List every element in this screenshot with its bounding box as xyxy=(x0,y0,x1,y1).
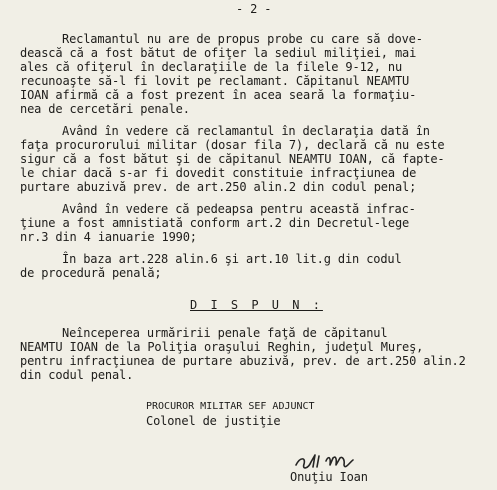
paragraph1-line: ales că ofiţerul în declaraţiile de la filele 9-12, nu xyxy=(20,60,403,74)
paragraph1-line: dească că a fost bătut de ofiţer la sediul miliţiei, mai xyxy=(20,46,417,60)
paragraph4-line: În baza art.228 alin.6 şi art.10 lit.g din codul xyxy=(62,252,402,266)
paragraph4-line: de procedură penală; xyxy=(20,266,162,280)
paragraph2-line: purtare abuzivă prev. de art.250 alin.2 din codul penal; xyxy=(20,180,417,194)
signatory-name: Onuţiu Ioan xyxy=(290,470,368,484)
paragraph5-line: pentru infracţiunea de purtare abuzivă, prev. de art.250 alin.2 xyxy=(20,354,466,368)
paragraph1-line: Reclamantul nu are de propus probe cu care să dove- xyxy=(62,32,423,46)
paragraph3-line: Având în vedere că pedeapsa pentru această infrac- xyxy=(62,202,416,216)
paragraph5-line: Neînceperea urmăririi penale faţă de căpitanul xyxy=(62,326,388,340)
page-number: - 2 - xyxy=(236,2,272,16)
paragraph3-line: ţiune a fost amnistiată conform art.2 din Decretul-lege xyxy=(20,216,410,230)
signatory-title: PROCUROR MILITAR SEF ADJUNCT xyxy=(146,401,315,412)
signatory-rank: Colonel de justiţie xyxy=(146,414,281,428)
paragraph2-line: sigur că a fost bătut şi de căpitanul NEAMTU IOAN, că fapte- xyxy=(20,152,445,166)
paragraph2-line: le chiar dacă s-ar fi dovedit constituie infracţiunea de xyxy=(20,166,417,180)
paragraph3-line: nr.3 din 4 ianuarie 1990; xyxy=(20,230,197,244)
paragraph2-line: faţa procurorului militar (dosar fila 7), declară că nu este xyxy=(20,138,445,152)
paragraph2-line: Având în vedere că reclamantul în declaraţia dată în xyxy=(62,124,430,138)
paragraph1-line: nea de cercetări penale. xyxy=(20,102,190,116)
paragraph5-line: din codul penal. xyxy=(20,368,134,382)
paragraph1-line: IOAN afirmă că a fost prezent în acea seară la formaţiu- xyxy=(20,88,417,102)
dispun-heading: D I S P U N : xyxy=(190,298,323,312)
paragraph5-line: NEAMTU IOAN de la Poliţia oraşului Reghin, judeţul Mureş, xyxy=(20,340,424,354)
paragraph1-line: recunoaşte să-l fi lovit pe reclamant. Căpitanul NEAMTU xyxy=(20,74,410,88)
